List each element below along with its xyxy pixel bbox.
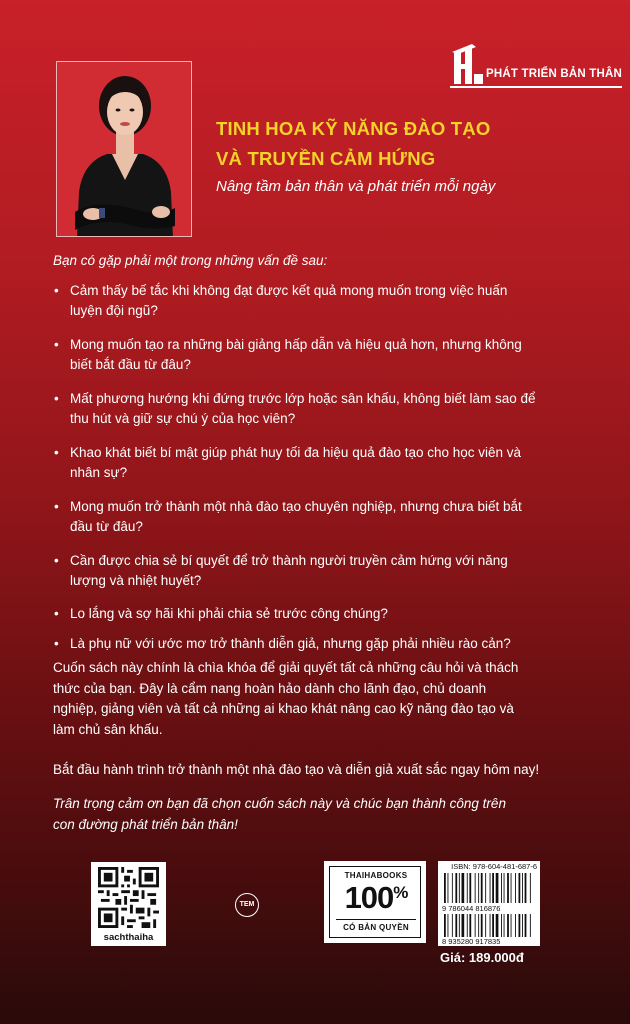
- barcode-bar: [525, 873, 527, 903]
- question-line1: Lo lắng và sợ hãi khi phải chia sẻ trước công chúng?: [70, 606, 388, 621]
- barcode-bar: [478, 914, 479, 937]
- barcode-bar: [481, 873, 483, 903]
- barcode-bar: [515, 873, 516, 903]
- barcode-bar: [475, 873, 476, 903]
- barcode-bar: [511, 873, 512, 903]
- barcode-bar: [459, 873, 460, 903]
- publisher-series-label: PHÁT TRIỂN BẢN THÂN: [486, 68, 623, 80]
- barcode-bar: [469, 873, 471, 903]
- isbn-label: ISBN: 978-604-481-687-6: [451, 862, 537, 871]
- barcode-bar: [519, 914, 521, 937]
- barcode-bar: [490, 914, 491, 937]
- question-line2: biết bắt đầu từ đâu?: [70, 356, 191, 372]
- barcode-bar: [481, 914, 483, 937]
- barcode-bar: [504, 914, 505, 937]
- qr-label: sachthaiha: [103, 932, 154, 943]
- barcode-bar: [452, 873, 453, 903]
- bullet-dot-icon: •: [54, 499, 59, 514]
- barcode-bar: [485, 914, 486, 937]
- body-line2: thức của bạn. Đây là cẩm nang hoàn hảo dành cho lãnh đạo, chủ doanh: [53, 680, 487, 696]
- barcode-bar: [525, 914, 527, 937]
- question-line2: thu hút và giữ sự chú ý của học viên?: [70, 410, 296, 426]
- copyright-badge: [324, 861, 426, 943]
- barcode-bar: [511, 914, 512, 937]
- qr-code-icon: [98, 867, 159, 928]
- bullet-dot-icon: •: [54, 337, 59, 352]
- barcode-bar: [444, 914, 446, 937]
- question-line2: nhân sự?: [70, 464, 128, 480]
- barcode-bar: [475, 914, 476, 937]
- barcode-bar: [462, 873, 465, 903]
- question-line1: Cần được chia sẻ bí quyết để trở thành người truyền cảm hứng với năng: [70, 553, 508, 568]
- question-list: [53, 281, 593, 664]
- isbn-bottom-digits: 8 935280 917835: [442, 937, 501, 945]
- list-item: [53, 497, 593, 551]
- book-title-line1: TINH HOA KỸ NĂNG ĐÀO TẠO: [216, 118, 491, 139]
- body-line3: nghiệp, giảng viên và tất cả những ai khao khát nâng cao kỹ năng đào tạo và: [53, 701, 514, 716]
- list-item: [53, 443, 593, 497]
- question-line1: Mất phương hướng khi đứng trước lớp hoặc sân khấu, không biết làm sao để: [70, 391, 536, 406]
- barcode-bar: [492, 914, 494, 937]
- barcode-bar: [452, 914, 453, 937]
- body-line1: Cuốn sách này chính là chìa khóa để giải quyết tất cả những câu hỏi và thách: [53, 660, 519, 675]
- barcode-bar: [455, 914, 457, 937]
- question-line2: lượng và nhiệt huyết?: [70, 572, 202, 588]
- barcode-bar: [496, 914, 499, 937]
- call-to-action: Bắt đầu hành trình trở thành một nhà đào tạo và diễn giả xuất sắc ngay hôm nay!: [53, 762, 540, 777]
- barcode-bar: [530, 873, 531, 903]
- list-item: [53, 389, 593, 443]
- question-line2: luyện đội ngũ?: [70, 302, 158, 318]
- isbn-barcode: [438, 861, 540, 946]
- author-portrait-icon: [57, 62, 192, 237]
- list-item: [53, 335, 593, 389]
- question-line2: đầu từ đâu?: [70, 518, 143, 534]
- barcode-bar: [467, 914, 468, 937]
- list-item: [53, 551, 593, 604]
- thaihabooks-logo-icon: [450, 44, 484, 84]
- list-item: [53, 281, 593, 335]
- barcode-bar: [485, 873, 486, 903]
- barcode-bar: [522, 873, 523, 903]
- barcode-bar: [530, 914, 531, 937]
- list-item: [53, 604, 593, 634]
- barcode-bar: [501, 873, 502, 903]
- bullet-dot-icon: •: [54, 606, 59, 621]
- question-line1: Khao khát biết bí mật giúp phát huy tối đa hiệu quả đào tạo cho học viên và: [70, 445, 522, 460]
- question-line1: Là phụ nữ với ước mơ trở thành diễn giả, nhưng gặp phải nhiều rào cản?: [70, 636, 511, 651]
- copyright-frame: [329, 866, 421, 938]
- barcode-bar: [519, 873, 521, 903]
- barcode-bar: [444, 873, 446, 903]
- thanks-paragraph: [53, 794, 593, 835]
- barcode-bar: [522, 914, 523, 937]
- barcode-bar: [459, 914, 460, 937]
- thanks-line2: con đường phát triển bản thân!: [53, 816, 238, 832]
- copyright-number: 100: [344, 880, 394, 915]
- thanks-line1: Trân trọng cảm ơn bạn đã chọn cuốn sách này và chúc bạn thành công trên: [53, 796, 506, 811]
- barcode-bar: [501, 914, 502, 937]
- body-line4: làm chủ sân khấu.: [53, 721, 163, 737]
- question-line1: Cảm thấy bế tắc khi không đạt được kết quả mong muốn trong việc huấn: [70, 283, 508, 298]
- barcode-bar: [448, 914, 449, 937]
- bullet-dot-icon: •: [54, 283, 59, 298]
- barcode-bar: [462, 914, 465, 937]
- barcode-bar: [515, 914, 516, 937]
- publisher-badge: [450, 44, 622, 88]
- tem-stamp-icon: TEM: [235, 893, 259, 917]
- barcode-bar: [507, 873, 509, 903]
- percent-sign: %: [393, 883, 408, 902]
- barcode-bar: [478, 873, 479, 903]
- barcode-bar: [496, 873, 499, 903]
- copyright-percent: [330, 880, 422, 916]
- bullet-dot-icon: •: [54, 445, 59, 460]
- body-paragraph: [53, 658, 593, 740]
- publisher-underline: [450, 86, 622, 88]
- bullet-dot-icon: •: [54, 553, 59, 568]
- price-label: Giá: 189.000đ: [440, 950, 524, 965]
- barcode-bar: [490, 873, 491, 903]
- copyright-rule: [336, 919, 416, 920]
- book-title-line2: VÀ TRUYỀN CẢM HỨNG: [216, 148, 436, 169]
- question-line1: Mong muốn trở thành một nhà đào tạo chuyên nghiệp, nhưng chưa biết bắt: [70, 499, 522, 514]
- bullet-dot-icon: •: [54, 636, 59, 651]
- bullet-dot-icon: •: [54, 391, 59, 406]
- qr-code-panel[interactable]: [91, 862, 166, 946]
- barcode-bar: [448, 873, 449, 903]
- copyright-text: CÓ BẢN QUYỀN: [343, 923, 409, 932]
- question-line1: Mong muốn tạo ra những bài giảng hấp dẫn và hiệu quả hơn, nhưng không: [70, 337, 522, 352]
- book-subtitle: Nâng tầm bản thân và phát triển mỗi ngày: [216, 178, 496, 195]
- author-photo: [56, 61, 192, 237]
- barcode-bar: [467, 873, 468, 903]
- book-title: [216, 114, 490, 174]
- barcode-bar: [469, 914, 471, 937]
- barcode-bar: [455, 873, 457, 903]
- barcode-bar: [492, 873, 494, 903]
- barcode-bar: [507, 914, 509, 937]
- barcode-icon: [440, 873, 538, 945]
- isbn-top-digits: 9 786044 816876: [442, 904, 501, 913]
- questions-intro: Bạn có gặp phải một trong những vấn đề sau:: [53, 253, 328, 268]
- barcode-bar: [504, 873, 505, 903]
- copyright-brand: THAIHABOOKS: [344, 871, 408, 880]
